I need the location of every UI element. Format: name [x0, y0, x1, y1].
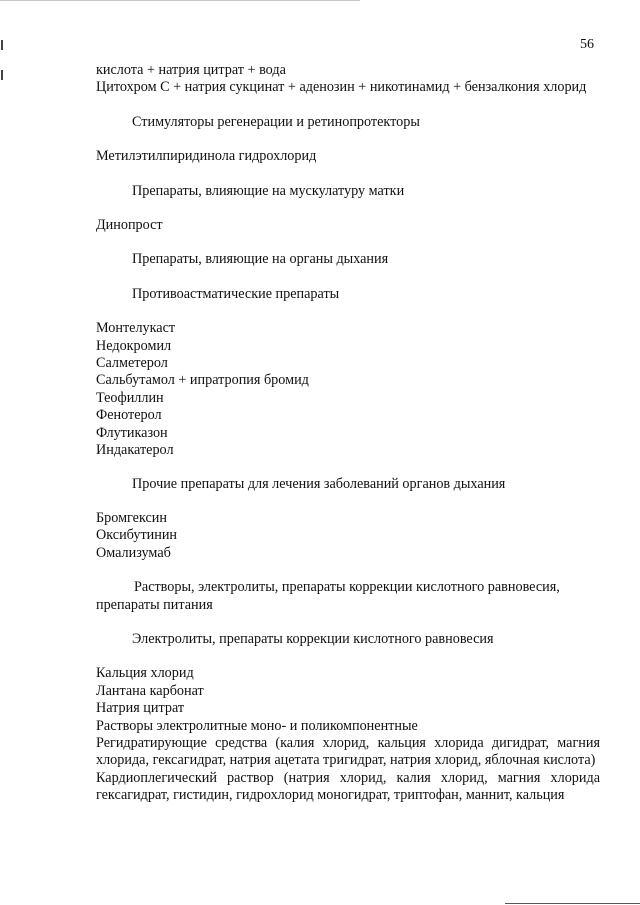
- list-item: Сальбутамол + ипратропия бромид: [96, 372, 309, 389]
- list-item: Теофиллин: [96, 389, 164, 406]
- document-body: [96, 62, 600, 805]
- section-heading: Стимуляторы регенерации и ретинопротекторы: [132, 113, 420, 130]
- scan-edge-top: [0, 0, 360, 1]
- section-heading: Прочие препараты для лечения заболеваний органов дыхания: [132, 475, 506, 492]
- list-item: Салметерол: [96, 355, 168, 372]
- section-heading: Электролиты, препараты коррекции кислотного равновесия: [132, 630, 494, 647]
- list-item: Флутиказон: [96, 424, 168, 441]
- binding-mark: [1, 40, 3, 50]
- section-heading: Противоастматические препараты: [132, 285, 340, 302]
- page-number: 56: [580, 37, 594, 52]
- list-item: Омализумаб: [96, 544, 171, 561]
- list-item: Индакатерол: [96, 442, 174, 459]
- list-item: Растворы электролитные моно- и поликомпонентные: [96, 717, 418, 734]
- list-item: кислота + натрия цитрат + вода: [96, 62, 286, 78]
- list-item: Оксибутинин: [96, 527, 178, 544]
- paragraph: Регидратирующие средства (калия хлорид, кальция хлорида дигидрат, магния хлорида, гексагидрат, натрия ацетата тригидрат, натрия хлорид, яблочная кислота): [96, 734, 600, 769]
- list-item: Лантана карбонат: [96, 682, 204, 699]
- list-item: Метилэтилпиридинола гидрохлорид: [96, 148, 317, 165]
- list-item: Динопрост: [96, 217, 163, 234]
- list-item: Фенотерол: [96, 407, 162, 424]
- section-heading: Препараты, влияющие на мускулатуру матки: [132, 182, 405, 199]
- list-item: Бромгексин: [96, 509, 167, 526]
- section-heading: Растворы, электролиты, препараты коррекции кислотного равновесия, препараты питания: [96, 579, 560, 613]
- list-item: Недокромил: [96, 337, 172, 354]
- list-item: Натрия цитрат: [96, 700, 185, 717]
- paragraph: Цитохром С + натрия сукцинат + аденозин + никотинамид + бензалкония хлорид: [96, 79, 587, 96]
- paragraph: Кардиоплегический раствор (натрия хлорид, калия хлорид, магния хлорида гексагидрат, гистидин, гидрохлорид моногидрат, триптофан, маннит, кальция: [96, 769, 600, 804]
- list-item: Монтелукаст: [96, 320, 176, 337]
- section-heading: Препараты, влияющие на органы дыхания: [132, 251, 389, 268]
- binding-mark: [1, 70, 3, 80]
- list-item: Кальция хлорид: [96, 665, 194, 682]
- scan-edge-bottom: [505, 903, 640, 904]
